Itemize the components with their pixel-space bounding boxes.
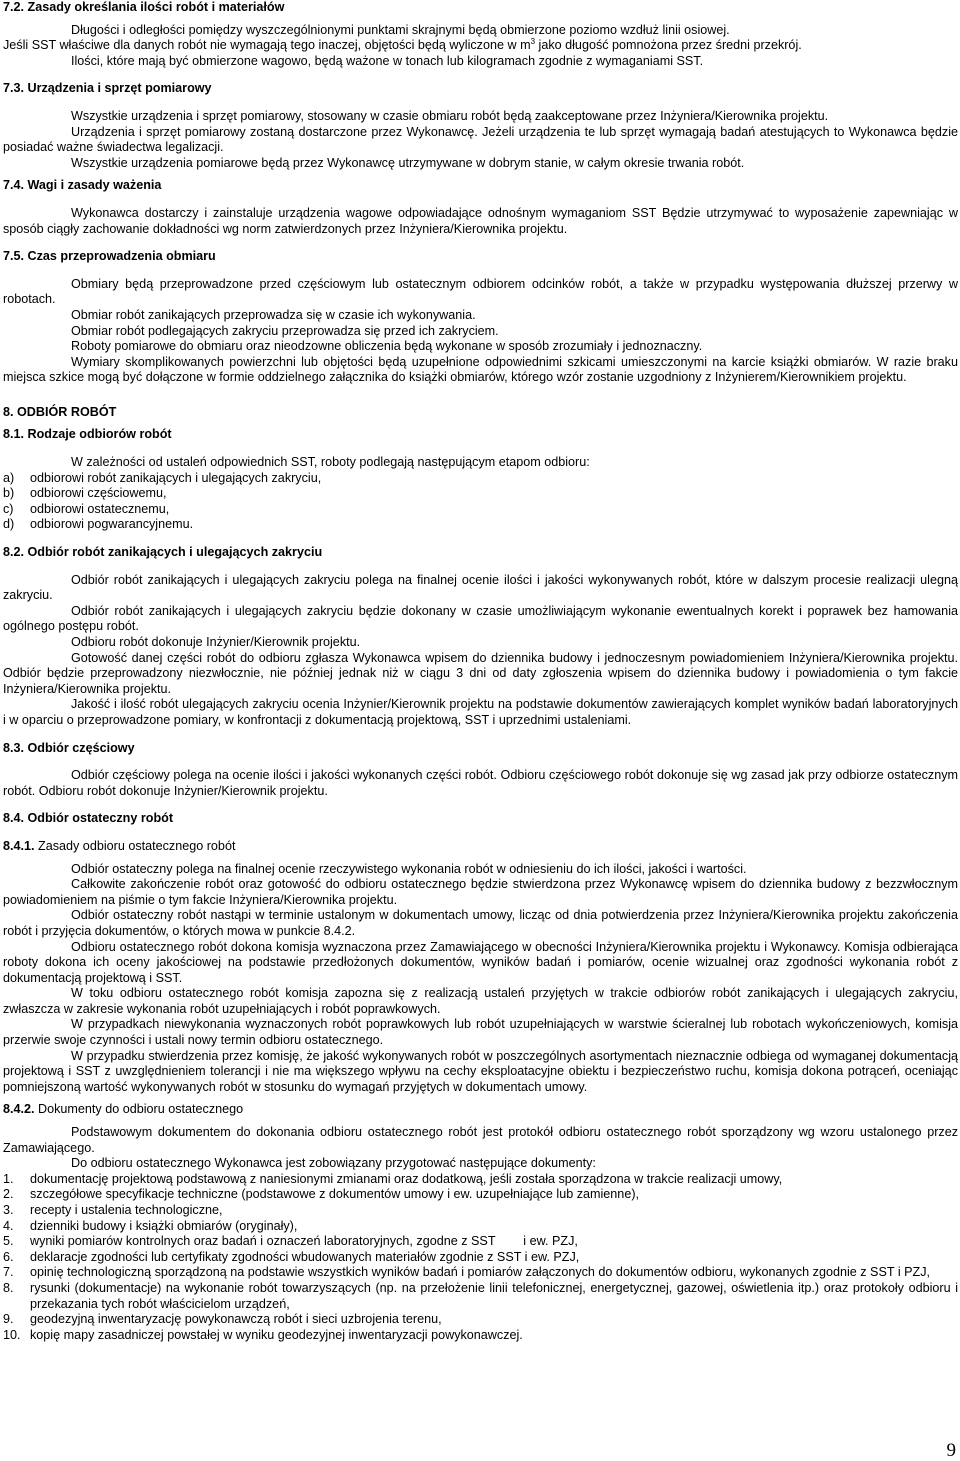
section-8-4-2-heading: 8.4.2. Dokumenty do odbioru ostatecznego — [3, 1102, 244, 1117]
list-item: 2. szczegółowe specyfikacje techniczne (podstawowe z dokumentów umowy i ew. uzupełniające lub zamienne), — [3, 1187, 640, 1202]
list-item: 3. recepty i ustalenia technologiczne, — [3, 1203, 223, 1217]
list-item: 10. kopię mapy zasadniczej powstałej w wyniku geodezyjnej inwentaryzacji powykonawczej. — [3, 1327, 523, 1342]
section-8-1-paragraph: W zależności od ustaleń odpowiednich SST, roboty podlegają następującym etapom odbioru: — [71, 455, 590, 470]
section-7-3-heading: 7.3. Urządzenia i sprzęt pomiarowy — [3, 81, 212, 96]
list-item: a) odbiorowi robót zanikających i ulegających zakryciu, — [3, 470, 322, 485]
list-item: d) odbiorowi pogwarancyjnemu. — [3, 517, 194, 532]
list-item: 4. dzienniki budowy i książki obmiarów (oryginały), — [3, 1218, 298, 1233]
final-documents-list — [3, 1172, 958, 1344]
list-item: 6. deklaracje zgodności lub certyfikaty zgodności wbudowanych materiałów zgodnie z SST i ew. PZJ, — [3, 1249, 580, 1264]
list-item: 8. rysunki (dokumentacje) na wykonanie robót towarzyszących (np. na przełożenie linii telefonicznej, energetycznej, gazowej, oświetlenia itp.) oraz protokoły odbioru i przekazania tych robót właścicielom urządzeń, — [3, 1280, 958, 1311]
section-8-4-1-heading: 8.4.1. Zasady odbioru ostatecznego robót — [3, 838, 236, 853]
page-number: 9 — [946, 1440, 956, 1461]
section-8-3-heading: 8.3. Odbiór częściowy — [3, 740, 135, 755]
section-7-5-heading: 7.5. Czas przeprowadzenia obmiaru — [3, 249, 216, 264]
document-page — [3, 0, 958, 1343]
section-7-2-paragraph: Jeśli SST właściwe dla danych robót nie wymagają tego inaczej, objętości będą wyliczone w $m^3$ jako długość pomnożona przez średni przekrój. — [3, 37, 802, 53]
section-8-2-paragraph: Gotowość danej części robót do odbioru zgłasza Wykonawca wpisem do dziennika budowy i jednoczesnym powiadomieniem Inżyniera/Kierownika projektu. Odbiór będzie przeprowadzony niezwłocznie, nie później jednak niż w ciągu 3 dni od daty zgłoszenia wpisem do dziennika budowy i powiadomienia o tym fakcie Inżyniera/Kierownika projektu. — [3, 650, 958, 696]
list-item: c) odbiorowi ostatecznemu, — [3, 501, 170, 516]
section-8-4-1-paragraph: Całkowite zakończenie robót oraz gotowość do odbioru ostatecznego będzie stwierdzona przez Wykonawcę wpisem do dziennika budowy z bezzwłocznym powiadomieniem na piśmie o tym fakcie Inżyniera/Kierownika projektu. — [3, 877, 958, 907]
section-7-3-paragraph: Wszystkie urządzenia i sprzęt pomiarowy, stosowany w czasie obmiaru robót będą zaakceptowane przez Inżyniera/Kierownika projektu. — [71, 108, 829, 123]
section-7-3-paragraph: Urządzenia i sprzęt pomiarowy zostaną dostarczone przez Wykonawcę. Jeżeli urządzenia te lub sprzęt wymagają badań atestujących to Wykonawca będzie posiadać ważne świadectwa legalizacji. — [3, 124, 958, 155]
section-8-4-heading: 8.4. Odbiór ostateczny robót — [3, 811, 174, 826]
section-8-1-heading: 8.1. Rodzaje odbiorów robót — [3, 427, 172, 442]
list-item: 5. wyniki pomiarów kontrolnych oraz badań i oznaczeń laboratoryjnych, zgodne z SST i ew. PZJ, — [3, 1234, 578, 1249]
section-8-3-paragraph: Odbiór częściowy polega na ocenie ilości i jakości wykonanych części robót. Odbioru częściowego robót dokonuje się wg zasad jak przy odbiorze ostatecznym robót. Odbioru robót dokonuje Inżynier/Kierownik projektu. — [3, 768, 958, 798]
receipt-stages-list — [3, 471, 958, 533]
section-8-4-1-paragraph: W przypadku stwierdzenia przez komisję, że jakość wykonywanych robót w poszczególnych asortymentach nieznacznie odbiega od wymaganej dokumentacją projektową i SST z uwzględnieniem tolerancji i nie ma większego wpływu na cechy eksploatacyjne obiektu i bezpieczeństwo ruchu, komisja dokona potrąceń, oceniając pomniejszoną wartość wykonywanych robót w stosunku do wymagań przyjętych w dokumentach umowy. — [3, 1048, 958, 1094]
section-8-4-2-paragraph: Podstawowym dokumentem do dokonania odbioru ostatecznego robót jest protokół odbioru ostatecznego robót sporządzony wg wzoru ustalonego przez Zamawiającego. — [3, 1125, 958, 1155]
section-8-4-1-paragraph: W toku odbioru ostatecznego robót komisja zapozna się z realizacją ustaleń przyjętych w trakcie odbiorów robót zanikających i ulegających zakryciu, zwłaszcza w zakresie wykonania robót uzupełniających i robót poprawkowych. — [3, 986, 958, 1016]
section-8-heading: 8. ODBIÓR ROBÓT — [3, 404, 117, 419]
section-8-2-paragraph: Odbioru robót dokonuje Inżynier/Kierownik projektu. — [71, 635, 361, 649]
section-7-2-paragraph: Długości i odległości pomiędzy wyszczególnionymi punktami skrajnymi będą obmierzone poziomo wzdłuż linii osiowej. — [71, 22, 730, 37]
section-7-5-paragraph: Obmiar robót zanikających przeprowadza się w czasie ich wykonywania. — [71, 307, 476, 322]
section-8-2-paragraph: Odbiór robót zanikających i ulegających zakryciu polega na finalnej ocenie ilości i jakości wykonywanych robót, które w dalszym procesie realizacji ulegną zakryciu. — [3, 572, 958, 603]
section-7-5-paragraph: Wymiary skomplikowanych powierzchni lub objętości będą uzupełnione odpowiednimi szkicami umieszczonymi na karcie książki obmiarów. W razie braku miejsca szkice mogą być dołączone w formie oddzielnego załącznika do książki obmiarów, którego wzór zostanie uzgodniony z Inżynierem/Kierownikiem projektu. — [3, 354, 958, 385]
section-7-4-heading: 7.4. Wagi i zasady ważenia — [3, 178, 162, 193]
section-7-5-paragraph: Obmiar robót podlegających zakryciu przeprowadza się przed ich zakryciem. — [71, 323, 499, 338]
list-item: 7. opinię technologiczną sporządzoną na podstawie wszystkich wyników badań i pomiarów załączonych do dokumentów odbioru, wykonanych zgodnie z SST i PZJ, — [3, 1265, 931, 1280]
section-8-4-1-paragraph: Odbioru ostatecznego robót dokona komisja wyznaczona przez Zamawiającego w obecności Inżyniera/Kierownika projektu i Wykonawcy. Komisja odbierająca roboty dokona ich oceny jakościowej na podstawie przedłożonych dokumentów, wyników badań i pomiarów, ocenie wizualnej oraz zgodności wykonania robót z dokumentacją projektową i SST. — [3, 939, 958, 985]
list-item: 1. dokumentację projektową podstawową z naniesionymi zmianami oraz dodatkową, jeśli została sporządzona w trakcie realizacji umowy, — [3, 1171, 783, 1186]
section-8-2-paragraph: Odbiór robót zanikających i ulegających zakryciu będzie dokonany w czasie umożliwiającym wykonanie ewentualnych korekt i poprawek bez hamowania ogólnego postępu robót. — [3, 603, 958, 634]
section-8-4-1-paragraph: Odbiór ostateczny polega na finalnej ocenie rzeczywistego wykonania robót w odniesieniu do ich ilości, jakości i wartości. — [71, 861, 747, 876]
section-8-2-heading: 8.2. Odbiór robót zanikających i ulegających zakryciu — [3, 545, 323, 560]
section-8-2-paragraph: Jakość i ilość robót ulegających zakryciu ocenia Inżynier/Kierownik projektu na podstawie dokumentów zawierających komplet wyników badań laboratoryjnych i w oparciu o przeprowadzone pomiary, w konfrontacji z dokumentacją projektową, SST i uprzednimi ustaleniami. — [3, 697, 958, 727]
section-7-5-paragraph: Roboty pomiarowe do obmiaru oraz nieodzowne obliczenia będą wykonane w sposób zrozumiały i jednoznaczny. — [71, 339, 703, 354]
section-7-2-heading: 7.2. Zasady określania ilości robót i materiałów — [3, 0, 285, 14]
section-8-4-1-paragraph: W przypadkach niewykonania wyznaczonych robót poprawkowych lub robót uzupełniających w warstwie ścieralnej lub robotach wykończeniowych, komisja przerwie swoje czynności i ustali nowy termin odbioru ostatecznego. — [3, 1017, 958, 1048]
section-7-5-paragraph: Obmiary będą przeprowadzone przed częściowym lub ostatecznym odbiorem odcinków robót, a także w przypadku występowania dłuższej przerwy w robotach. — [3, 276, 958, 307]
section-7-4-paragraph: Wykonawca dostarczy i zainstaluje urządzenia wagowe odpowiadające odnośnym wymaganiom SST Będzie utrzymywać to wyposażenie zapewniając w sposób ciągły zachowanie dokładności wg norm zatwierdzonych przez Inżyniera/Kierownika projektu. — [3, 205, 958, 236]
section-8-4-2-paragraph: Do odbioru ostatecznego Wykonawca jest zobowiązany przygotować następujące dokumenty: — [71, 1156, 596, 1171]
section-8-4-1-paragraph: Odbiór ostateczny robót nastąpi w terminie ustalonym w dokumentach umowy, licząc od dnia potwierdzenia przez Inżyniera/Kierownika projektu zakończenia robót i przyjęcia dokumentów, o których mowa w punkcie 8.4.2. — [3, 908, 958, 938]
list-item: 9. geodezyjną inwentaryzację powykonawczą robót i sieci uzbrojenia terenu, — [3, 1312, 442, 1327]
section-7-3-paragraph: Wszystkie urządzenia pomiarowe będą przez Wykonawcę utrzymywane w dobrym stanie, w całym okresie trwania robót. — [71, 155, 745, 170]
section-7-2-paragraph: Ilości, które mają być obmierzone wagowo, będą ważone w tonach lub kilogramach zgodnie z wymaganiami SST. — [71, 53, 704, 68]
list-item: b) odbiorowi częściowemu, — [3, 486, 167, 501]
